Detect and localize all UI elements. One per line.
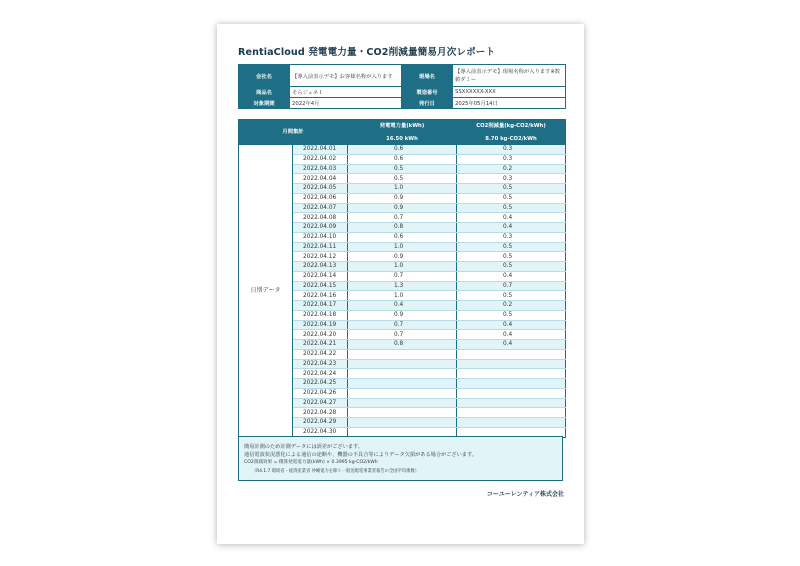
row-date: 2022.04.29 [293, 418, 348, 428]
row-co2: 0.2 [457, 301, 566, 311]
col-header-co2: CO2削減量(kg-CO2/kWh) [457, 120, 566, 133]
row-date: 2022.04.30 [293, 427, 348, 437]
report-title: RentiaCloud 発電電力量・CO2削減量簡易月次レポート [238, 47, 496, 58]
row-power: 0.4 [348, 301, 457, 311]
period-value: 2022年4月 [290, 98, 402, 109]
serial-value: SSXXXXXX-XXX [453, 87, 566, 98]
row-date: 2022.04.08 [293, 213, 348, 223]
row-power: 1.3 [348, 281, 457, 291]
row-power [348, 359, 457, 369]
row-date: 2022.04.25 [293, 379, 348, 389]
row-date: 2022.04.16 [293, 291, 348, 301]
row-co2: 0.5 [457, 291, 566, 301]
note-line-1: 簡易計測のため計測データには誤差がございます。 [244, 444, 363, 450]
row-power [348, 369, 457, 379]
report-info-table [238, 64, 566, 109]
row-date: 2022.04.10 [293, 232, 348, 242]
row-co2: 0.5 [457, 310, 566, 320]
row-power: 0.6 [348, 145, 457, 155]
daily-data-label: 日別データ [239, 145, 293, 438]
row-co2: 0.4 [457, 213, 566, 223]
row-co2: 0.5 [457, 262, 566, 272]
row-power: 1.0 [348, 291, 457, 301]
row-co2: 0.2 [457, 164, 566, 174]
company-value: 【導入前表示デモ】お客様名称が入ります [290, 65, 402, 87]
daily-data-table [238, 119, 566, 438]
row-power: 0.5 [348, 174, 457, 184]
row-date: 2022.04.06 [293, 193, 348, 203]
company-label: 会社名 [239, 65, 290, 87]
row-date: 2022.04.24 [293, 369, 348, 379]
company-name: コーユーレンティア株式会社 [486, 491, 564, 498]
row-co2: 0.5 [457, 203, 566, 213]
row-co2: 0.4 [457, 271, 566, 281]
row-power: 1.0 [348, 184, 457, 194]
row-power: 0.8 [348, 340, 457, 350]
row-power: 0.7 [348, 320, 457, 330]
row-power [348, 418, 457, 428]
row-date: 2022.04.01 [293, 145, 348, 155]
row-date: 2022.04.28 [293, 408, 348, 418]
col-header-item: 月間集計 [239, 120, 348, 145]
row-co2 [457, 359, 566, 369]
notes-box [238, 436, 563, 481]
product-label: 商品名 [239, 87, 290, 98]
row-co2 [457, 398, 566, 408]
row-date: 2022.04.22 [293, 349, 348, 359]
row-co2: 0.7 [457, 281, 566, 291]
row-co2 [457, 408, 566, 418]
row-co2 [457, 349, 566, 359]
row-co2: 0.5 [457, 252, 566, 262]
row-date: 2022.04.18 [293, 310, 348, 320]
row-power: 0.5 [348, 164, 457, 174]
row-co2: 0.5 [457, 184, 566, 194]
row-date: 2022.04.07 [293, 203, 348, 213]
total-power: 16.50 kWh [348, 133, 457, 145]
note-co2-formula: CO2削減効果 = 積算発電電力量(kWh) × 0.3995 kg-CO2/kWh [244, 460, 378, 466]
note-coefficient-source: （R4.1.7 環境省・経済産業省 沖縄電力を除く一般送配電事業者報告の全国平均係数） [252, 468, 420, 474]
row-date: 2022.04.20 [293, 330, 348, 340]
row-date: 2022.04.23 [293, 359, 348, 369]
row-power [348, 349, 457, 359]
row-date: 2022.04.17 [293, 301, 348, 311]
row-co2: 0.3 [457, 174, 566, 184]
site-label: 現場名 [402, 65, 453, 87]
product-value: そらジェネ I [290, 87, 402, 98]
row-power [348, 379, 457, 389]
row-power: 0.9 [348, 252, 457, 262]
row-date: 2022.04.05 [293, 184, 348, 194]
row-co2: 0.3 [457, 232, 566, 242]
row-power: 0.8 [348, 223, 457, 233]
issue-date-label: 発行日 [402, 98, 453, 109]
row-date: 2022.04.13 [293, 262, 348, 272]
row-co2: 0.3 [457, 154, 566, 164]
row-power [348, 398, 457, 408]
row-date: 2022.04.14 [293, 271, 348, 281]
row-co2 [457, 388, 566, 398]
table-row [239, 145, 566, 155]
period-label: 対象期間 [239, 98, 290, 109]
row-co2: 0.4 [457, 330, 566, 340]
total-co2: 8.70 kg-CO2/kWh [457, 133, 566, 145]
row-power: 1.0 [348, 262, 457, 272]
row-power: 0.7 [348, 330, 457, 340]
row-date: 2022.04.04 [293, 174, 348, 184]
col-header-power: 発電電力量(kWh) [348, 120, 457, 133]
note-line-2: 通信電波状況悪化による通信の途断や、機器の不具合等によりデータ欠損がある場合がございます。 [244, 452, 477, 459]
row-date: 2022.04.02 [293, 154, 348, 164]
row-co2: 0.4 [457, 320, 566, 330]
row-power: 0.9 [348, 193, 457, 203]
row-power: 0.9 [348, 203, 457, 213]
row-date: 2022.04.11 [293, 242, 348, 252]
row-date: 2022.04.03 [293, 164, 348, 174]
row-power [348, 408, 457, 418]
serial-label: 製造番号 [402, 87, 453, 98]
row-co2 [457, 418, 566, 428]
row-power: 0.7 [348, 271, 457, 281]
row-power [348, 388, 457, 398]
site-value: 【導入前表示デモ】現場名称が入ります※数値ダミー [453, 65, 566, 87]
row-co2 [457, 369, 566, 379]
row-power: 0.9 [348, 310, 457, 320]
row-date: 2022.04.19 [293, 320, 348, 330]
issue-date-value: 2025年05月14日 [453, 98, 566, 109]
row-date: 2022.04.27 [293, 398, 348, 408]
row-date: 2022.04.15 [293, 281, 348, 291]
row-power: 0.6 [348, 154, 457, 164]
row-co2: 0.5 [457, 193, 566, 203]
row-co2: 0.4 [457, 340, 566, 350]
report-page [217, 24, 584, 544]
row-co2: 0.4 [457, 223, 566, 233]
row-power: 0.7 [348, 213, 457, 223]
row-date: 2022.04.09 [293, 223, 348, 233]
row-date: 2022.04.12 [293, 252, 348, 262]
row-date: 2022.04.21 [293, 340, 348, 350]
row-co2: 0.3 [457, 145, 566, 155]
row-co2: 0.5 [457, 242, 566, 252]
row-power: 0.6 [348, 232, 457, 242]
row-date: 2022.04.26 [293, 388, 348, 398]
row-power: 1.0 [348, 242, 457, 252]
row-co2 [457, 379, 566, 389]
